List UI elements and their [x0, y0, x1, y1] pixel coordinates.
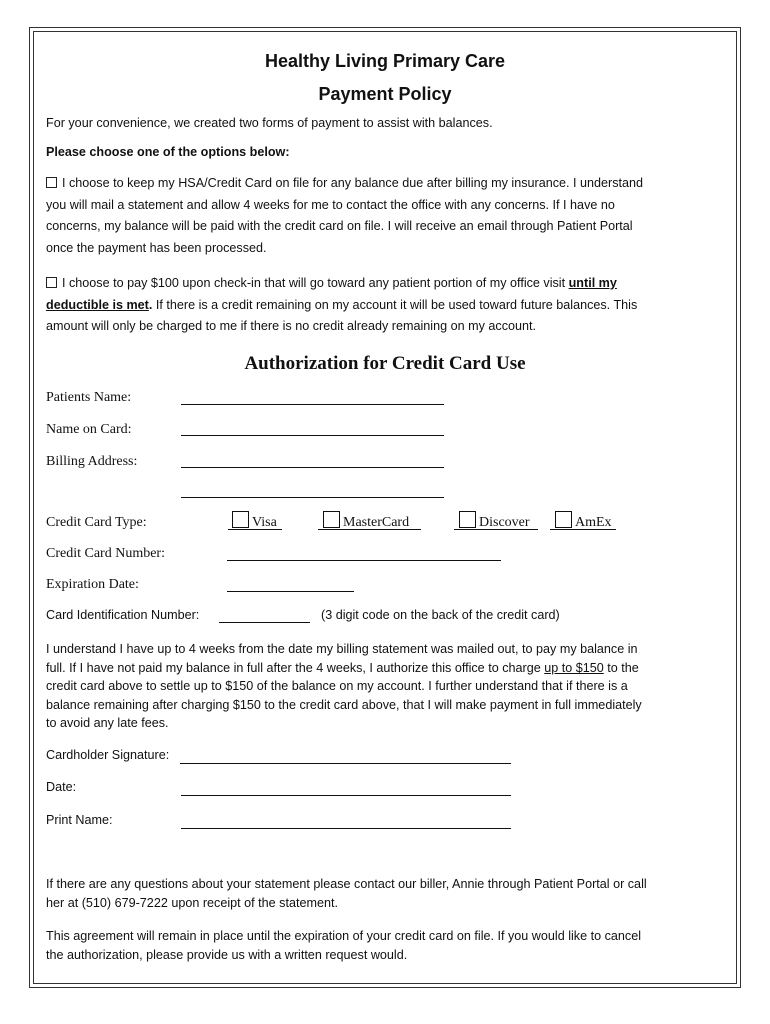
duration-line1: This agreement will remain in place until the expiration of your credit card on file. If you would like to cancel — [46, 929, 641, 943]
up-to-150-emphasis: up to $150 — [544, 660, 604, 675]
amex-label: AmEx — [575, 515, 612, 530]
discover-label: Discover — [479, 515, 530, 530]
card-number-label: Credit Card Number: — [46, 546, 165, 561]
expiration-field[interactable] — [227, 591, 354, 592]
print-name-field[interactable] — [181, 828, 511, 829]
option-hsa-line3: concerns, my balance will be paid with the credit card on file. I will receive an email through Patient Portal — [46, 219, 633, 233]
amex-checkbox[interactable] — [555, 511, 572, 528]
page-border — [29, 27, 741, 988]
option-checkin-line1 — [46, 273, 718, 295]
choose-prompt: Please choose one of the options below: — [46, 145, 290, 159]
option-hsa-card — [46, 173, 718, 259]
clinic-name: Healthy Living Primary Care — [264, 51, 506, 71]
patients-name-field[interactable] — [181, 404, 444, 405]
mastercard-checkbox[interactable] — [323, 511, 340, 528]
print-name-label: Print Name: — [46, 813, 113, 827]
cid-label: Card Identification Number: — [46, 608, 200, 622]
date-label: Date: — [46, 780, 77, 794]
option-checkin-line2-text: If there is a credit remaining on my account it will be used toward future balances. This — [152, 297, 638, 312]
intro-text: For your convenience, we created two forms of payment to assist with balances. — [46, 116, 493, 130]
option-checkin-line3: amount will only be charged to me if there is no credit already remaining on my account. — [46, 319, 537, 333]
agreement-line2-text: full. If I have not paid my balance in full after the 4 weeks, I authorize this office to charge — [46, 660, 545, 675]
option-hsa-line1-text: I choose to keep my HSA/Credit Card on file for any balance due after billing my insurance. I understand — [62, 176, 644, 190]
until-my-emphasis: until my — [568, 276, 617, 290]
option-hsa-line1 — [46, 173, 718, 195]
billing-address-field-2[interactable] — [181, 497, 444, 498]
date-field[interactable] — [181, 795, 511, 796]
cardholder-signature-label: Cardholder Signature: — [46, 748, 170, 762]
deductible-period: . — [148, 297, 153, 312]
cid-field[interactable] — [219, 622, 310, 623]
duration-line2: the authorization, please provide us with a written request would. — [46, 947, 408, 962]
visa-label: Visa — [252, 515, 277, 530]
patients-name-label: Patients Name: — [46, 390, 132, 405]
option-hsa-line4: once the payment has been processed. — [46, 240, 267, 255]
document-title: Payment Policy — [318, 84, 452, 104]
option-checkin-payment — [46, 273, 718, 338]
option-hsa-line2: you will mail a statement and allow 4 weeks for me to contact the office with any concerns. If I have no — [46, 197, 615, 212]
cid-note: (3 digit code on the back of the credit card) — [321, 608, 560, 622]
agreement-line3: credit card above to settle up to $150 of the balance on my account. I further understand that if there is a — [46, 679, 628, 693]
option-checkin-line2 — [46, 295, 718, 317]
agreement-paragraph — [46, 640, 718, 733]
option-checkin-checkbox[interactable] — [46, 277, 57, 288]
expiration-label: Expiration Date: — [46, 577, 139, 592]
questions-line2: her at (510) 679-7222 upon receipt of the statement. — [46, 895, 338, 910]
agreement-line4: balance remaining after charging $150 to the credit card above, that I will make payment in full immediately — [46, 697, 642, 712]
deductible-emphasis: deductible is met — [46, 297, 149, 312]
billing-address-label: Billing Address: — [46, 454, 138, 469]
option-checkin-line1-text: I choose to pay $100 upon check-in that will go toward any patient portion of my office visit — [62, 276, 569, 290]
agreement-line2-end: to the — [603, 660, 639, 675]
name-on-card-field[interactable] — [181, 435, 444, 436]
option-hsa-checkbox[interactable] — [46, 177, 57, 188]
agreement-line5: to avoid any late fees. — [46, 716, 169, 730]
card-type-label: Credit Card Type: — [46, 515, 147, 530]
agreement-line1: I understand I have up to 4 weeks from the date my billing statement was mailed out, to pay my balance in — [46, 642, 638, 656]
agreement-line2 — [46, 659, 718, 678]
card-number-field[interactable] — [227, 560, 501, 561]
authorization-heading: Authorization for Credit Card Use — [244, 353, 526, 374]
cardholder-signature-field[interactable] — [180, 763, 511, 764]
questions-paragraph — [46, 875, 718, 912]
mastercard-label: MasterCard — [343, 515, 410, 530]
name-on-card-label: Name on Card: — [46, 422, 132, 437]
visa-checkbox[interactable] — [232, 511, 249, 528]
agreement-duration-paragraph — [46, 927, 718, 964]
billing-address-field-1[interactable] — [181, 467, 444, 468]
discover-checkbox[interactable] — [459, 511, 476, 528]
questions-line1: If there are any questions about your statement please contact our biller, Annie through Patient Portal or call — [46, 877, 647, 891]
